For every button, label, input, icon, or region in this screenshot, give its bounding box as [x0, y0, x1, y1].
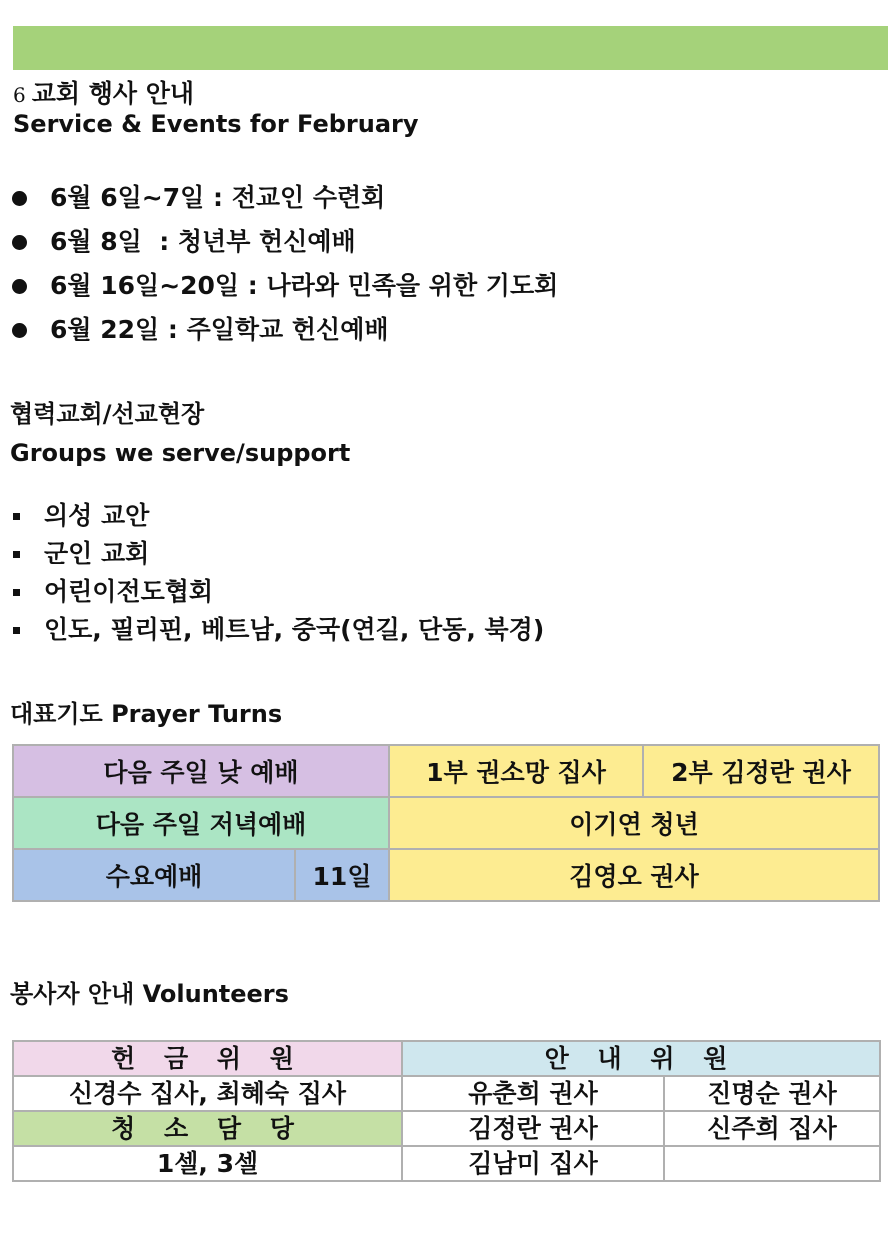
table-row [13, 797, 879, 849]
table-row [13, 1076, 880, 1111]
bullet-dot-icon [12, 191, 27, 206]
table-row [13, 1111, 880, 1146]
group-text: 어린이전도협회 [44, 577, 214, 606]
event-text: 6월 6일~7일 : 전교인 수련회 [50, 183, 386, 212]
table-row [13, 1041, 880, 1076]
usher-cell: 신주희 집사 [664, 1111, 880, 1146]
section-subtitle: Service & Events for February [13, 110, 419, 138]
bullet-dot-icon [12, 323, 27, 338]
section-number: 6 [13, 83, 26, 107]
usher-cell: 김정란 권사 [402, 1111, 664, 1146]
prayer-wednesday-date: 11일 [295, 849, 389, 901]
events-list [12, 176, 558, 352]
bullet-square-icon [13, 513, 20, 520]
groups-subtitle: Groups we serve/support [10, 439, 351, 467]
cleaning-header: 청 소 담 당 [13, 1111, 402, 1146]
list-item [13, 611, 544, 649]
offering-header: 헌 금 위 원 [13, 1041, 402, 1076]
cleaning-members: 1셀, 3셀 [13, 1146, 402, 1181]
bullet-dot-icon [12, 235, 27, 250]
groups-title: 협력교회/선교현장 [10, 400, 205, 428]
bullet-square-icon [13, 551, 20, 558]
prayer-label-wednesday: 수요예배 [13, 849, 295, 901]
group-text: 의성 교안 [44, 501, 150, 530]
table-row [13, 849, 879, 901]
bullet-square-icon [13, 589, 20, 596]
usher-header: 안 내 위 원 [402, 1041, 880, 1076]
groups-list [13, 497, 544, 649]
prayer-second-service: 2부 김정란 권사 [643, 745, 879, 797]
list-item [13, 497, 544, 535]
list-item [12, 220, 558, 264]
table-row [13, 1146, 880, 1181]
prayer-first-service: 1부 권소망 집사 [389, 745, 643, 797]
list-item [12, 308, 558, 352]
prayer-evening-value: 이기연 청년 [389, 797, 879, 849]
list-item [12, 264, 558, 308]
event-text: 6월 16일~20일 : 나라와 민족을 위한 기도회 [50, 271, 559, 300]
usher-cell [664, 1146, 880, 1181]
prayer-table [12, 744, 880, 902]
usher-cell: 김남미 집사 [402, 1146, 664, 1181]
list-item [12, 176, 558, 220]
offering-members: 신경수 집사, 최혜숙 집사 [13, 1076, 402, 1111]
volunteers-table [12, 1040, 881, 1182]
section-title [13, 74, 194, 110]
bullet-dot-icon [12, 279, 27, 294]
list-item [13, 573, 544, 611]
prayer-title: 대표기도 Prayer Turns [10, 700, 283, 728]
header-color-bar [13, 26, 888, 70]
usher-cell: 진명순 권사 [664, 1076, 880, 1111]
prayer-label-sunday-evening: 다음 주일 저녁예배 [13, 797, 389, 849]
prayer-label-sunday-morning: 다음 주일 낮 예배 [13, 745, 389, 797]
prayer-wednesday-value: 김영오 권사 [389, 849, 879, 901]
group-text: 군인 교회 [44, 539, 150, 568]
table-row [13, 745, 879, 797]
group-text: 인도, 필리핀, 베트남, 중국(연길, 단동, 북경) [44, 615, 545, 644]
volunteers-title: 봉사자 안내 Volunteers [10, 980, 289, 1008]
usher-cell: 유춘희 권사 [402, 1076, 664, 1111]
event-text: 6월 22일 : 주일학교 헌신예배 [50, 315, 389, 344]
bullet-square-icon [13, 627, 20, 634]
list-item [13, 535, 544, 573]
event-text: 6월 8일 : 청년부 헌신예배 [50, 227, 356, 256]
section-title-text: 교회 행사 안내 [31, 79, 195, 108]
